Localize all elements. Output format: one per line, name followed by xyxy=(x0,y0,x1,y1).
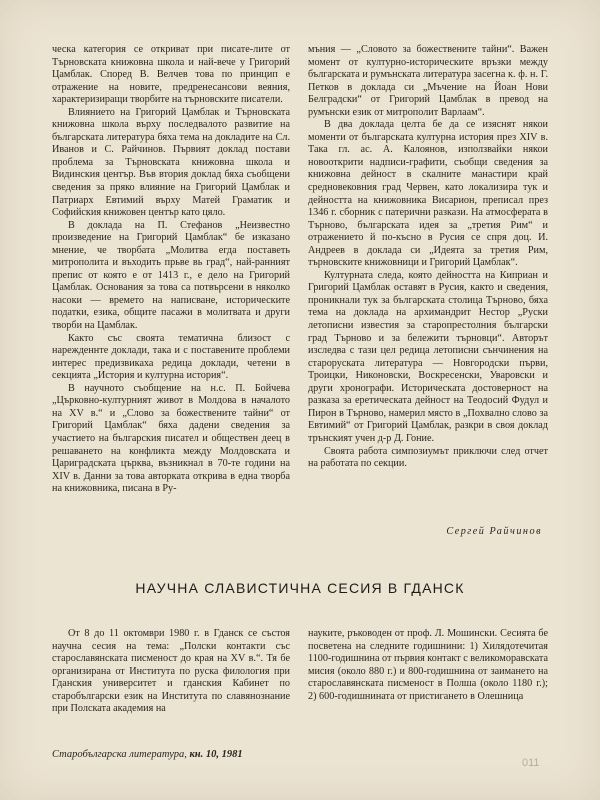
paragraph: мъния — „Словото за божествените тайни“. Важен момент от културно-историческите връзки между българската и румънската литература засегна к. ф. н. Г. Петков в доклада си „Мъчение на Йоан Нови Белградски“ от Григорий Цамблак в превод на румънски език от митрополит Варлаам“. xyxy=(308,44,548,118)
journal-name: Старобългарска литература, xyxy=(52,749,187,760)
bottom-right-column xyxy=(308,628,548,703)
paragraph: От 8 до 11 октомври 1980 г. в Гданск се състоя научна сесия на тема: „Полски контакти със старославянската писменост до края на XV в.“. Тя бе организирана от Института по руска филология при Гданския университет и гданския Кабинет по старобългарски език на Института по славянознание при Полската академия на xyxy=(52,628,290,715)
paragraph: ческа категория се откриват при писате-лите от Търновската книжовна школа и най-вече у Григорий Цамблак. Според В. Велчев това по принцип е отражение на новите, предренесансови веяния, характеризиращи творбите на търновските писатели. xyxy=(52,44,290,106)
page-number: 011 xyxy=(522,757,540,769)
bottom-left-column xyxy=(52,628,290,716)
paragraph: Както със своята тематична близост с нарежденнте доклади, така и с поставените проблеми интерес предизвикаха редица доклади, четени в секцията „История и културна история“. xyxy=(52,332,290,382)
paragraph: Своята работа симпозиумът приключи след отчет на работата по секции. xyxy=(308,445,548,470)
paragraph: В научното съобщение на н.с. П. Бойчева „Църковно-културният живот в Молдова в началото на XV в.“ и „Слово за божествените тайни“ от Григорий Цамблак“ бяха дадени сведения за участието на българския писател и обществен деец в решаването на конфликта между Молдовската и Цариградската църква, възникнал в 70-те години на XIV в. Данни за това авторката открива в една творба на книжовника, писана в Ру- xyxy=(52,382,290,495)
paragraph: Културната следа, която дейността на Киприан и Григорий Цамблак оставят в Русия, както и сведения, проникнали тук за българската столица Търново, бяха тема на доклада на архимандрит Нестор „Руски летописни известия за старопрестолния български град Търново и за бележити търновци“. Авторът изследва с тази цел редица летописни сънчинения на староруската литература — Новгородски първи, Троицки, Никоновски, Воскресенски, Уваровски и други хронографи. Историческата достоверност на разказа за еретическата дейност на Теодосий Фудул и Пирон в Търново, намерил място в „Похвално слово за Евтимий“ от Григорий Цамблак, разкри в своя доклад трънският учен д-р Д. Гоние. xyxy=(308,269,548,444)
paragraph: В доклада на П. Стефанов „Неизвестно произведение на Григорий Цамблак“ бе изказано мнение, че творбата „Молитва егда поставеть митрополита и въходить прьве вь град“, най-ранният препис от която е от 1413 г., е дело на Григорий Цамблак. Основания за това са потвърсени в няколко насоки — времето на написване, историческите податки, езика, общите пасажи в молитвата и други творби на Цамблак. xyxy=(52,219,290,332)
section-title: НАУЧНА СЛАВИСТИЧНА СЕСИЯ В ГДАНСК xyxy=(135,580,465,596)
top-right-column xyxy=(308,44,548,471)
journal-footer xyxy=(52,749,292,760)
paragraph: В два доклада целта бе да се изяснят някои моменти от българската културна история през XIV в. Така гл. ас. А. Калоянов, използвайки някои новооткрити надписи-графити, съобщи сведения за книжовна дейност в скалните манастири край средновековния град Червен, като локализира тук и дейността на книжовника Висарион, преписал през 1346 г. сборник с патерични разкази. На атмосферата в Търново, българската идея за „третия Рим“ и отражението й по-късно в Русия се спря доц. И. Андреев в доклада си „Идеята за третия Рим, търновските книжовници и Григорий Цамблак“. xyxy=(308,119,548,269)
paragraph: науките, ръководен от проф. Л. Мошински. Сесията бе посветена на следните годишнини: 1) Хилядотечитая 1100-годишнина от първия контакт с великоморавската мисия (около 880 г.) и 800-годишнина от заимането на старославянската писменост в Полша (около 1180 г.); 2) 600-годишнината от пристигането в Олешница xyxy=(308,628,548,702)
journal-issue: кн. 10, 1981 xyxy=(189,749,243,760)
paragraph: Влиянието на Григорий Цамблак и Търновската книжовна школа върху последвалото развитие на българската литература бяха тема на докладите на Сл. Иванов и С. Райчинов. Първият доклад постави проблема за Търновската книжовна школа и Видинския център. Във втория доклад бяха съобщени сведения за пряко влияние на Григорий Цамблак и Патриарх Евтимий върху Матей Граматик и Софийския книжовен център като цяло. xyxy=(52,106,290,219)
top-left-column xyxy=(52,44,290,496)
author-signature: Сергей Райчинов xyxy=(446,526,542,537)
